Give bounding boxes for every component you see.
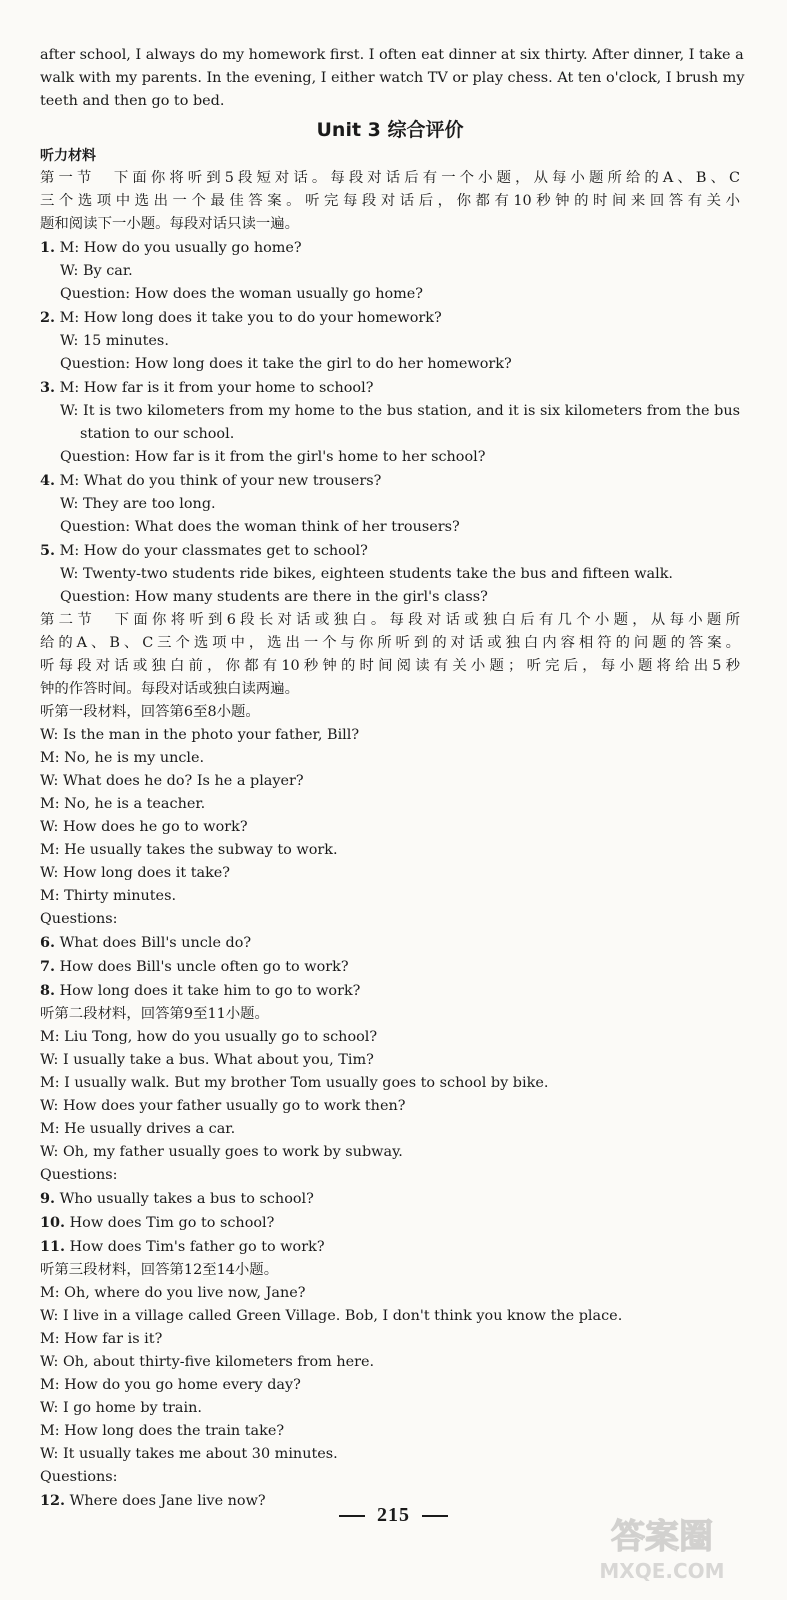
- dialogue-3: [40, 376, 740, 469]
- dialogue-line: M: I usually walk. But my brother Tom usually goes to school by bike.: [40, 1075, 549, 1091]
- dialogue-line: W: I live in a village called Green Village. Bob, I don't think you know the place.: [40, 1308, 623, 1324]
- question-text: How does Tim's father go to work?: [69, 1239, 325, 1255]
- dialogue-line: W: Is the man in the photo your father, Bill?: [40, 727, 360, 743]
- question-line: Question: How far is it from the girl's home to her school?: [60, 449, 486, 465]
- dialogue-line: W: I go home by train.: [40, 1400, 202, 1416]
- dialogue-line: M: How far is it?: [40, 1331, 163, 1347]
- intro-line: teeth and then go to bed.: [40, 93, 225, 109]
- footer-dash-right: [422, 1515, 448, 1517]
- page-content: [40, 44, 745, 1513]
- intro-line: after school, I always do my homework first. I often eat dinner at six thirty. After dinner, I take a: [40, 47, 744, 63]
- instruction-line: 第一节 下面你将听到5段短对话。每段对话后有一个小题，从每小题所给的A、B、C: [40, 170, 740, 186]
- question-text: Where does Jane live now?: [69, 1493, 266, 1509]
- item-number: 10.: [40, 1214, 66, 1231]
- instruction-line: 钟的作答时间。每段对话或独白读两遍。: [40, 681, 300, 697]
- item-number: 7.: [40, 958, 56, 975]
- dialogue-line: W: By car.: [60, 263, 133, 279]
- question-text: How does Tim go to school?: [69, 1215, 275, 1231]
- question-text: Who usually takes a bus to school?: [59, 1191, 314, 1207]
- passage-heading: 听第一段材料，回答第6至8小题。: [40, 704, 260, 720]
- passage-3: [40, 1259, 740, 1513]
- dialogue-line: M: No, he is my uncle.: [40, 750, 205, 766]
- dialogue-line: W: I usually take a bus. What about you, Tim?: [40, 1052, 374, 1068]
- instruction-line: 题和阅读下一小题。每段对话只读一遍。: [40, 216, 300, 232]
- question-line: Question: How many students are there in the girl's class?: [60, 589, 488, 605]
- question-text: How does Bill's uncle often go to work?: [59, 959, 349, 975]
- dialogue-line: M: How long does it take you to do your homework?: [59, 310, 442, 326]
- watermark-logo: [557, 1506, 767, 1586]
- dialogue-line: M: No, he is a teacher.: [40, 796, 206, 812]
- unit-title: Unit 3 综合评价: [316, 119, 464, 141]
- dialogue-line: M: Thirty minutes.: [40, 888, 177, 904]
- footer-dash-left: [339, 1515, 365, 1517]
- dialogue-line: station to our school.: [80, 426, 235, 442]
- intro-line: walk with my parents. In the evening, I either watch TV or play chess. At ten o'clock, I brush my: [40, 70, 745, 86]
- dialogue-line: W: Oh, my father usually goes to work by subway.: [40, 1144, 403, 1160]
- instruction-line: 第二节 下面你将听到6段长对话或独白。每段对话或独白后有几个小题，从每小题所: [40, 612, 740, 628]
- item-number: 3.: [40, 379, 56, 396]
- watermark-text: 答案圈: [611, 1517, 713, 1557]
- dialogue-line: M: He usually drives a car.: [40, 1121, 236, 1137]
- dialogue-line: W: How long does it take?: [40, 865, 231, 881]
- dialogue-line: M: Oh, where do you live now, Jane?: [40, 1285, 306, 1301]
- instruction-line: 三个选项中选出一个最佳答案。听完每段对话后，你都有10秒钟的时间来回答有关小: [40, 193, 740, 209]
- listening-heading: 听力材料: [40, 148, 96, 164]
- dialogue-line: W: It is two kilometers from my home to the bus station, and it is six kilometers from the bus: [60, 403, 740, 419]
- dialogue-line: M: How do you usually go home?: [59, 240, 302, 256]
- questions-label: Questions:: [40, 911, 118, 927]
- dialogue-5: [40, 539, 740, 609]
- dialogue-line: W: How does your father usually go to work then?: [40, 1098, 406, 1114]
- dialogue-line: W: Oh, about thirty-five kilometers from here.: [40, 1354, 375, 1370]
- passage-1: [40, 701, 740, 1003]
- passage-heading: 听第二段材料，回答第9至11小题。: [40, 1006, 269, 1022]
- questions-label: Questions:: [40, 1469, 118, 1485]
- item-number: 9.: [40, 1190, 56, 1207]
- section2-instructions: [40, 609, 740, 701]
- instruction-line: 给的A、B、C三个选项中，选出一个与你所听到的对话或独白内容相符的问题的答案。: [40, 635, 740, 651]
- item-number: 11.: [40, 1238, 66, 1255]
- item-number: 6.: [40, 934, 56, 951]
- dialogue-line: M: Liu Tong, how do you usually go to school?: [40, 1029, 378, 1045]
- dialogue-line: M: How long does the train take?: [40, 1423, 285, 1439]
- question-text: What does Bill's uncle do?: [59, 935, 252, 951]
- dialogue-line: M: How do you go home every day?: [40, 1377, 301, 1393]
- dialogue-line: M: How far is it from your home to school?: [59, 380, 374, 396]
- dialogue-line: W: It usually takes me about 30 minutes.: [40, 1446, 338, 1462]
- passage-heading: 听第三段材料，回答第12至14小题。: [40, 1262, 279, 1278]
- intro-paragraph: [40, 44, 745, 113]
- dialogue-line: M: He usually takes the subway to work.: [40, 842, 338, 858]
- dialogue-line: W: 15 minutes.: [60, 333, 169, 349]
- passage-2: [40, 1003, 740, 1259]
- page-number: 215: [377, 1504, 410, 1526]
- item-number: 1.: [40, 239, 56, 256]
- item-number: 5.: [40, 542, 56, 559]
- question-text: How long does it take him to go to work?: [59, 983, 361, 999]
- dialogue-4: [40, 469, 740, 539]
- question-line: Question: How does the woman usually go home?: [60, 286, 424, 302]
- item-number: 4.: [40, 472, 56, 489]
- dialogue-line: W: They are too long.: [60, 496, 216, 512]
- dialogue-line: M: How do your classmates get to school?: [59, 543, 368, 559]
- dialogue-line: W: Twenty-two students ride bikes, eighteen students take the bus and fifteen walk.: [60, 566, 674, 582]
- dialogue-line: W: What does he do? Is he a player?: [40, 773, 304, 789]
- item-number: 8.: [40, 982, 56, 999]
- question-line: Question: How long does it take the girl to do her homework?: [60, 356, 512, 372]
- section1-instructions: [40, 167, 740, 236]
- question-line: Question: What does the woman think of her trousers?: [60, 519, 460, 535]
- item-number: 12.: [40, 1492, 66, 1509]
- dialogue-1: [40, 236, 740, 306]
- questions-label: Questions:: [40, 1167, 118, 1183]
- dialogue-line: W: How does he go to work?: [40, 819, 248, 835]
- dialogue-line: M: What do you think of your new trousers?: [59, 473, 382, 489]
- watermark-url: MXQE.COM: [599, 1559, 725, 1583]
- item-number: 2.: [40, 309, 56, 326]
- instruction-line: 听每段对话或独白前，你都有10秒钟的时间阅读有关小题；听完后，每小题将给出5秒: [40, 658, 740, 674]
- dialogue-2: [40, 306, 740, 376]
